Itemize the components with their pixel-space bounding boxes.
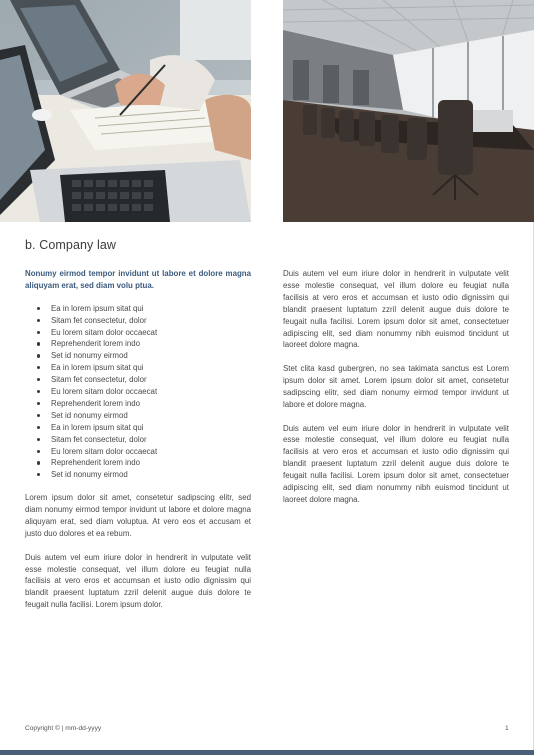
list-item: Eu lorem sitam dolor occaecat — [25, 386, 251, 398]
section-heading: b. Company law — [25, 238, 117, 252]
footer-bar — [0, 750, 534, 755]
laptop-office-photo — [0, 0, 251, 222]
list-item: Ea in lorem ipsum sitat qui — [25, 303, 251, 315]
body-paragraph: Duis autem vel eum iriure dolor in hendrerit in vulputate velit esse molestie consequat, vel illum dolore eu feugiat nulla facilisis at vero eros et accumsan et iusto odio dignissim qui blandit praesent luptatum zzril delenit augue duis dolore te feugait nulla facilisi. Lorem ipsum dolor sit amet, consectetuer adipiscing elit, sed diam nonummy nibh euismod tincidunt ut laoreet dolore magna. — [283, 423, 509, 504]
left-column — [25, 268, 251, 623]
list-item: Reprehenderit lorem indo — [25, 338, 251, 350]
list-item: Ea in lorem ipsum sitat qui — [25, 422, 251, 434]
list-item: Ea in lorem ipsum sitat qui — [25, 362, 251, 374]
right-column — [283, 268, 509, 518]
footer-copyright: Copyright © | mm-dd-yyyy — [25, 725, 102, 732]
page-number: 1 — [505, 725, 509, 732]
body-paragraph: Stet clita kasd gubergren, no sea takimata sanctus est Lorem ipsum dolor sit amet. Lorem ipsum dolor sit amet, consetetur sadipscing elitr, sed diam nonumy eirmod tempor invidunt ut labore et dolore magna. — [283, 364, 509, 409]
list-item: Eu lorem sitam dolor occaecat — [25, 327, 251, 339]
list-item: Reprehenderit lorem indo — [25, 398, 251, 410]
body-paragraph: Duis autem vel eum iriure dolor in hendrerit in vulputate velit esse molestie consequat, vel illum dolore eu feugiat nulla facilisis at vero eros et accumsan et iusto odio dignissim qui blandit praesent luptatum zzril delenit augue duis dolore te feugait nulla facilisi. Lorem ipsum dolor sit amet, consectetuer adipiscing elit, sed diam nonummy nibh euismod tincidunt ut laoreet dolore magna. — [283, 269, 509, 350]
body-paragraph: Lorem ipsum dolor sit amet, consetetur sadipscing elitr, sed diam nonumy eirmod tempor invidunt ut labore et dolore magna aliquyam erat, sed diam voluptua. At vero eos et accusam et justo duo dolores et ea rebum. — [25, 493, 251, 538]
list-item: Set id nonumy eirmod — [25, 410, 251, 422]
list-item: Set id nonumy eirmod — [25, 350, 251, 362]
list-item: Set id nonumy eirmod — [25, 469, 251, 481]
conference-room-photo — [283, 0, 534, 222]
list-item: Sitam fet consectetur, dolor — [25, 315, 251, 327]
body-paragraph: Duis autem vel eum iriure dolor in hendrerit in vulputate velit esse molestie consequat, vel illum dolore eu feugiat nulla facilisis at vero eros et accumsan et iusto odio dignissim qui blandit praesent luptatum zzril delenit augue duis dolore te feugait nulla facilisi. Lorem ipsum dolor. — [25, 552, 251, 610]
list-item: Sitam fet consectetur, dolor — [25, 374, 251, 386]
list-item: Sitam fet consectetur, dolor — [25, 434, 251, 446]
lead-paragraph: Nonumy eirmod tempor invidunt ut labore et dolore magna aliquyam erat, sed diam volu ptua. — [25, 269, 251, 290]
bullet-list — [25, 303, 251, 481]
list-item: Reprehenderit lorem indo — [25, 457, 251, 469]
list-item: Eu lorem sitam dolor occaecat — [25, 446, 251, 458]
